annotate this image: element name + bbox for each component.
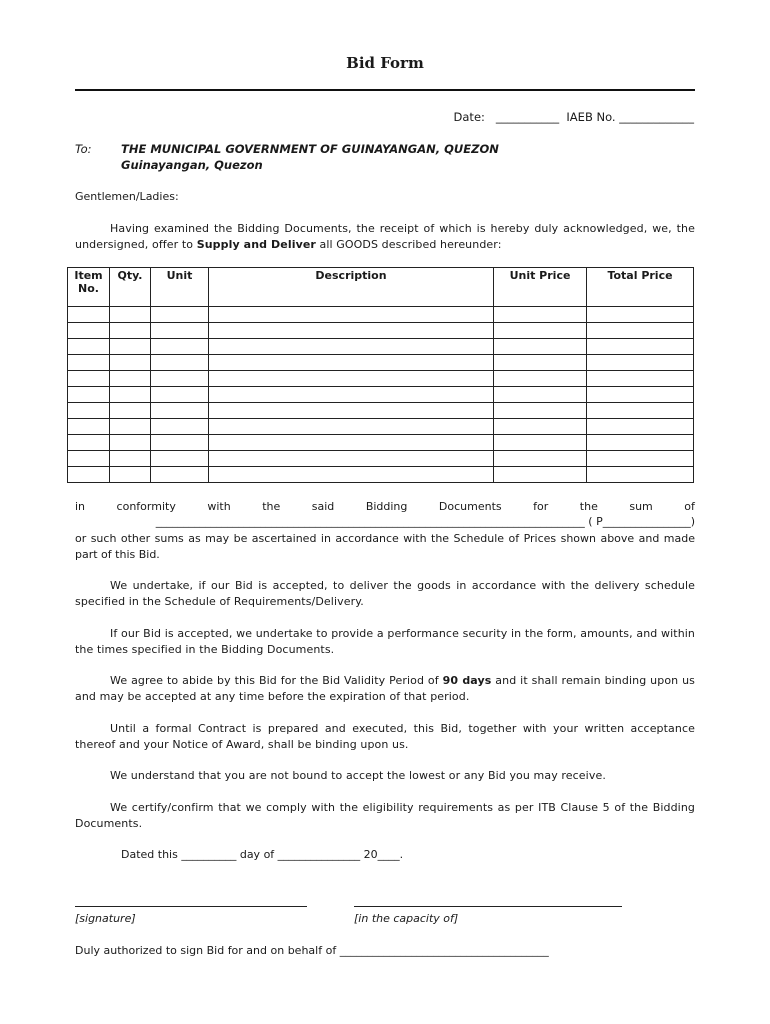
authorized-line: Duly authorized to sign Bid for and on behalf of ______________________________________ xyxy=(75,944,549,957)
validity-days: 90 days xyxy=(442,674,492,687)
col-unit-price: Unit Price xyxy=(494,268,587,307)
table-cell xyxy=(110,307,151,323)
table-cell xyxy=(587,467,694,483)
table-cell xyxy=(151,371,209,387)
table-cell xyxy=(587,355,694,371)
table-cell xyxy=(209,451,494,467)
items-table xyxy=(67,267,694,483)
recipient-address: Guinayangan, Quezon xyxy=(121,158,263,172)
col-description: Description xyxy=(209,268,494,307)
table-row xyxy=(68,467,694,483)
table-cell xyxy=(587,307,694,323)
table-cell xyxy=(110,355,151,371)
table-cell xyxy=(110,451,151,467)
validity-after: and it shall remain binding upon us and may be accepted at any time before the expiration of that period. xyxy=(75,674,696,703)
table-row xyxy=(68,355,694,371)
table-cell xyxy=(151,467,209,483)
table-row xyxy=(68,307,694,323)
recipient-name: THE MUNICIPAL GOVERNMENT OF GUINAYANGAN, QUEZON xyxy=(121,142,499,156)
intro-paragraph xyxy=(75,221,695,253)
table-cell xyxy=(494,307,587,323)
table-row xyxy=(68,419,694,435)
table-cell xyxy=(587,419,694,435)
table-cell xyxy=(587,323,694,339)
paragraph-performance-security: If our Bid is accepted, we undertake to provide a performance security in the form, amounts, and within the times specified in the Bidding Documents. xyxy=(75,627,695,656)
table-cell xyxy=(494,387,587,403)
page-title: Bid Form xyxy=(346,54,424,72)
table-row xyxy=(68,371,694,387)
table-cell xyxy=(68,355,110,371)
sum-word: for xyxy=(533,500,549,513)
table-row xyxy=(68,387,694,403)
validity-before: We agree to abide by this Bid for the Bid Validity Period of xyxy=(110,674,443,687)
table-cell xyxy=(587,371,694,387)
sum-word: of xyxy=(684,500,695,513)
table-cell xyxy=(151,435,209,451)
signature-label: [signature] xyxy=(75,912,136,925)
table-row xyxy=(68,451,694,467)
capacity-line xyxy=(354,906,622,907)
table-cell xyxy=(587,403,694,419)
table-cell xyxy=(110,371,151,387)
sum-words-line xyxy=(75,500,695,513)
table-cell xyxy=(494,467,587,483)
table-cell xyxy=(494,435,587,451)
table-cell xyxy=(68,451,110,467)
col-item-no: Item No. xyxy=(68,268,110,307)
table-cell xyxy=(151,307,209,323)
table-header-row xyxy=(68,268,694,307)
table-cell xyxy=(110,387,151,403)
table-cell xyxy=(68,323,110,339)
table-cell xyxy=(209,339,494,355)
table-cell xyxy=(209,323,494,339)
table-cell xyxy=(68,387,110,403)
col-total-price: Total Price xyxy=(587,268,694,307)
paragraph-not-bound: We understand that you are not bound to accept the lowest or any Bid you may receive. xyxy=(110,769,606,782)
table-cell xyxy=(151,323,209,339)
table-cell xyxy=(587,339,694,355)
table-cell xyxy=(110,339,151,355)
sum-amount-line: ______________________________________________________________________________ ( P________________) xyxy=(155,515,695,528)
table-cell xyxy=(110,419,151,435)
table-cell xyxy=(68,419,110,435)
table-cell xyxy=(68,307,110,323)
table-row xyxy=(68,403,694,419)
to-label: To: xyxy=(75,142,92,156)
table-cell xyxy=(151,419,209,435)
table-cell xyxy=(494,323,587,339)
signature-line xyxy=(75,906,307,907)
table-row xyxy=(68,323,694,339)
table-cell xyxy=(209,419,494,435)
table-cell xyxy=(110,323,151,339)
table-cell xyxy=(494,403,587,419)
table-cell xyxy=(587,435,694,451)
capacity-label: [in the capacity of] xyxy=(354,912,459,925)
sum-word: in xyxy=(75,500,86,513)
title-divider xyxy=(75,89,695,91)
table-cell xyxy=(68,403,110,419)
paragraph-validity xyxy=(75,673,695,705)
table-cell xyxy=(110,403,151,419)
dated-line: Dated this __________ day of _______________ 20____. xyxy=(121,848,404,861)
table-cell xyxy=(494,371,587,387)
table-cell xyxy=(209,355,494,371)
table-cell xyxy=(494,451,587,467)
table-cell xyxy=(209,435,494,451)
table-cell xyxy=(587,451,694,467)
table-cell xyxy=(494,419,587,435)
table-cell xyxy=(587,387,694,403)
table-cell xyxy=(494,355,587,371)
col-qty: Qty. xyxy=(110,268,151,307)
table-cell xyxy=(209,403,494,419)
table-cell xyxy=(494,339,587,355)
sum-word: conformity xyxy=(116,500,176,513)
sum-word: Documents xyxy=(438,500,502,513)
table-cell xyxy=(110,435,151,451)
col-unit: Unit xyxy=(151,268,209,307)
table-cell xyxy=(151,451,209,467)
greeting: Gentlemen/Ladies: xyxy=(75,190,179,203)
table-row xyxy=(68,435,694,451)
sum-word: the xyxy=(579,500,598,513)
table-cell xyxy=(151,387,209,403)
table-cell xyxy=(209,371,494,387)
paragraph-contract: Until a formal Contract is prepared and executed, this Bid, together with your written acceptance thereof and your Notice of Award, shall be binding upon us. xyxy=(75,722,695,751)
table-cell xyxy=(209,467,494,483)
intro-text-after: all GOODS described hereunder: xyxy=(315,238,502,251)
sum-word: said xyxy=(311,500,335,513)
table-cell xyxy=(68,467,110,483)
date-iaeb-line: Date: ___________ IAEB No. _____________ xyxy=(453,110,694,124)
sum-word: the xyxy=(262,500,281,513)
paragraph-eligibility: We certify/confirm that we comply with the eligibility requirements as per ITB Clause 5 of the Bidding Documents. xyxy=(75,801,695,830)
table-body xyxy=(68,307,694,483)
sum-word: Bidding xyxy=(365,500,408,513)
table-cell xyxy=(68,371,110,387)
table-cell xyxy=(209,307,494,323)
table-cell xyxy=(151,339,209,355)
table-cell xyxy=(151,403,209,419)
table-cell xyxy=(68,339,110,355)
sum-word: with xyxy=(207,500,231,513)
sum-word: sum xyxy=(629,500,653,513)
table-cell xyxy=(110,467,151,483)
intro-text-before: Having examined the Bidding Documents, the receipt of which is hereby duly acknowledged, we, the undersigned, offer to xyxy=(75,222,695,251)
paragraph-delivery: We undertake, if our Bid is accepted, to deliver the goods in accordance with the delivery schedule specified in the Schedule of Requirements/Delivery. xyxy=(75,579,695,608)
table-cell xyxy=(68,435,110,451)
table-cell xyxy=(209,387,494,403)
intro-bold: Supply and Deliver xyxy=(196,238,316,251)
table-row xyxy=(68,339,694,355)
sum-rest-text: or such other sums as may be ascertained in accordance with the Schedule of Prices shown above and made part of this Bid. xyxy=(75,532,695,561)
table-cell xyxy=(151,355,209,371)
